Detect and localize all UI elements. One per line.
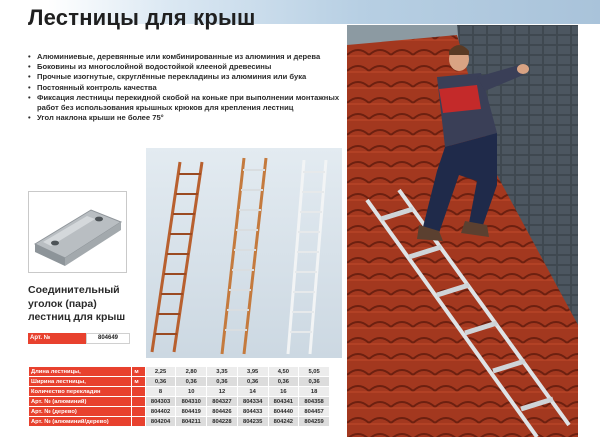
table-cell: 804259 bbox=[299, 417, 330, 427]
feature-item: • Прочные изогнутые, скруглённые перекладины из алюминия или бука bbox=[28, 72, 346, 82]
connector-bracket-illustration bbox=[29, 192, 126, 272]
table-cell: 804419 bbox=[176, 407, 207, 417]
table-row bbox=[29, 387, 330, 397]
connector-article bbox=[28, 333, 130, 344]
feature-item: • Угол наклона крыши не более 75° bbox=[28, 113, 346, 123]
table-cell: 804228 bbox=[207, 417, 238, 427]
row-unit bbox=[132, 387, 145, 397]
row-label: Арт. № (алюминий) bbox=[29, 397, 132, 407]
table-cell: 804341 bbox=[268, 397, 299, 407]
connector-bracket-image bbox=[28, 191, 127, 273]
row-unit: м bbox=[132, 377, 145, 387]
table-cell: 0,36 bbox=[268, 377, 299, 387]
row-unit bbox=[132, 417, 145, 427]
table-cell: 0,36 bbox=[207, 377, 238, 387]
table-cell: 14 bbox=[237, 387, 268, 397]
roof-worker-photo bbox=[347, 25, 578, 437]
table-cell: 5,05 bbox=[299, 367, 330, 377]
connector-article-label: Арт. № bbox=[28, 333, 86, 344]
table-cell: 10 bbox=[176, 387, 207, 397]
table-cell: 0,36 bbox=[176, 377, 207, 387]
table-cell: 0,36 bbox=[145, 377, 176, 387]
table-cell: 804235 bbox=[237, 417, 268, 427]
table-cell: 2,80 bbox=[176, 367, 207, 377]
table-cell: 804358 bbox=[299, 397, 330, 407]
table-cell: 804211 bbox=[176, 417, 207, 427]
feature-item: • Фиксация лестницы перекидной скобой на коньке при выполнении монтажных работ без использования крышных крюков для крепления лестниц bbox=[28, 93, 346, 113]
table-row bbox=[29, 377, 330, 387]
row-label: Арт. № (дерево) bbox=[29, 407, 132, 417]
table-cell: 2,25 bbox=[145, 367, 176, 377]
row-label: Ширина лестницы, bbox=[29, 377, 132, 387]
table-cell: 804402 bbox=[145, 407, 176, 417]
table-cell: 804310 bbox=[176, 397, 207, 407]
row-label: Арт. № (алюминий/дерево) bbox=[29, 417, 132, 427]
table-cell: 804426 bbox=[207, 407, 238, 417]
table-cell: 0,36 bbox=[237, 377, 268, 387]
row-unit: м bbox=[132, 367, 145, 377]
table-cell: 804457 bbox=[299, 407, 330, 417]
table-cell: 804303 bbox=[145, 397, 176, 407]
connector-caption: Соединительный уголок (пара) лестниц для крыш bbox=[28, 284, 126, 323]
table-row bbox=[29, 397, 330, 407]
table-row bbox=[29, 367, 330, 377]
table-cell: 804242 bbox=[268, 417, 299, 427]
row-label: Длина лестницы, bbox=[29, 367, 132, 377]
table-cell: 804433 bbox=[237, 407, 268, 417]
feature-item: • Постоянный контроль качества bbox=[28, 83, 346, 93]
connector-article-value: 804649 bbox=[86, 333, 130, 344]
feature-item: • Алюминиевые, деревянные или комбинированные из алюминия и дерева bbox=[28, 52, 346, 62]
table-cell: 16 bbox=[268, 387, 299, 397]
page-title: Лестницы для крыш bbox=[28, 5, 256, 30]
spec-table bbox=[28, 366, 330, 427]
table-cell: 804440 bbox=[268, 407, 299, 417]
roof-worker-illustration bbox=[347, 25, 578, 437]
row-unit bbox=[132, 397, 145, 407]
table-cell: 804204 bbox=[145, 417, 176, 427]
table-cell: 804334 bbox=[237, 397, 268, 407]
table-cell: 3,95 bbox=[237, 367, 268, 377]
row-label: Количество перекладин bbox=[29, 387, 132, 397]
table-cell: 804327 bbox=[207, 397, 238, 407]
table-row bbox=[29, 417, 330, 427]
table-cell: 0,36 bbox=[299, 377, 330, 387]
ladders-image bbox=[146, 148, 342, 358]
feature-item: • Боковины из многослойной водостойкой клееной древесины bbox=[28, 62, 346, 72]
row-unit bbox=[132, 407, 145, 417]
feature-list bbox=[28, 52, 346, 123]
table-row bbox=[29, 407, 330, 417]
table-cell: 18 bbox=[299, 387, 330, 397]
table-cell: 3,35 bbox=[207, 367, 238, 377]
ladders-illustration bbox=[146, 148, 342, 358]
table-cell: 4,50 bbox=[268, 367, 299, 377]
table-cell: 8 bbox=[145, 387, 176, 397]
table-cell: 12 bbox=[207, 387, 238, 397]
